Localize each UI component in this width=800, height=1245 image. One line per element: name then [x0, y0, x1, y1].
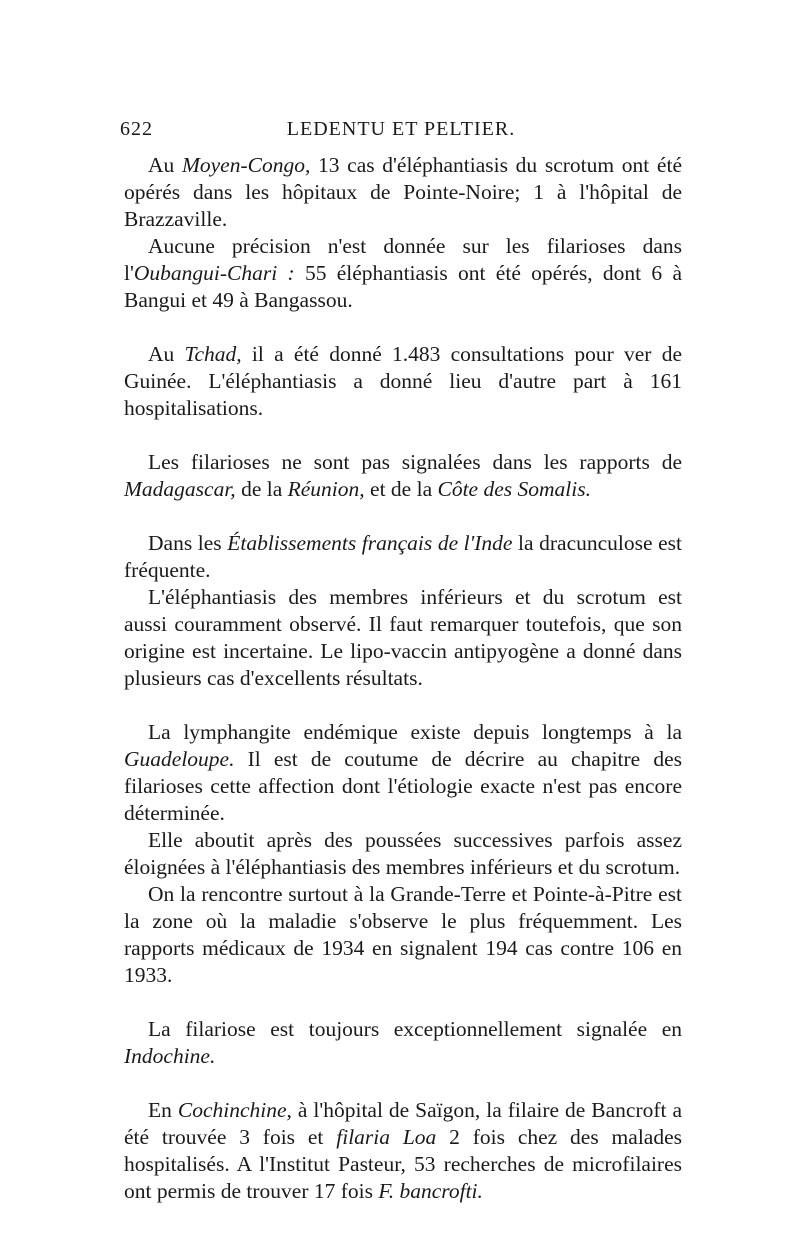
text-run: 2 fois chez des malades hospitalisés. A l'Institut Pasteur, 53 recherches de microfilaires ont permis de trouver 17 fois: [124, 1125, 682, 1203]
paragraph: [124, 584, 682, 692]
text-run: Au: [148, 153, 182, 177]
paragraph: [124, 1097, 682, 1205]
text-run: Elle aboutit après des poussées successives parfois assez éloignées à l'éléphantiasis des membres inférieurs et du scrotum.: [124, 828, 682, 879]
text-run: à l'hôpital de Saïgon, la filaire de Bancroft a été trouvée 3 fois et: [124, 1098, 682, 1149]
paragraph: [124, 233, 682, 314]
italic-text: filaria Loa: [336, 1125, 437, 1149]
paragraph: [124, 449, 682, 503]
paragraph: [124, 1016, 682, 1070]
italic-text: F. bancrofti.: [378, 1179, 483, 1203]
text-run: de la: [235, 477, 288, 501]
italic-text: Tchad,: [184, 342, 242, 366]
italic-text: Moyen-Congo,: [181, 153, 311, 177]
text-run: 13 cas d'éléphantiasis du scrotum ont été opérés dans les hôpitaux de Pointe-Noire; 1 à l'hôpital de Brazzaville.: [124, 153, 682, 231]
page-header: [120, 118, 682, 148]
text-run: La lymphangite endémique existe depuis longtemps à la: [148, 720, 682, 744]
paragraph: [124, 530, 682, 584]
italic-text: Côte des Somalis.: [437, 477, 591, 501]
italic-text: Oubangui-Chari :: [133, 261, 295, 285]
italic-text: Madagascar,: [124, 477, 236, 501]
page-number: 622: [120, 118, 153, 140]
text-run: On la rencontre surtout à la Grande-Terre et Pointe-à-Pitre est la zone où la maladie s'observe le plus fréquemment. Les rapports médicaux de 1934 en signalent 194 cas contre 106 en 1933.: [124, 882, 682, 987]
italic-text: Cochinchine,: [177, 1098, 292, 1122]
text-run: Dans les: [148, 531, 228, 555]
paragraph: [124, 152, 682, 233]
text-run: L'éléphantiasis des membres inférieurs et du scrotum est aussi couramment observé. Il faut remarquer toutefois, que son origine est incertaine. Le lipo-vaccin antipyogène a donné dans plusieurs cas d'excellents résultats.: [124, 585, 682, 690]
italic-text: Guadeloupe.: [124, 747, 235, 771]
text-run: Il est de coutume de décrire au chapitre des filarioses cette affection dont l'étiologie exacte n'est pas encore déterminée.: [124, 747, 682, 825]
text-run: 55 éléphantiasis ont été opérés, dont 6 à Bangui et 49 à Bangassou.: [124, 261, 683, 312]
italic-text: Réunion,: [287, 477, 365, 501]
italic-text: Indochine.: [124, 1044, 216, 1068]
text-run: et de la: [364, 477, 438, 501]
text-run: il a été donné 1.483 consultations pour ver de Guinée. L'éléphantiasis a donné lieu d'autre part à 161 hospitalisations.: [124, 342, 682, 420]
italic-text: Établissements français de l'Inde: [227, 531, 513, 555]
running-head: LEDENTU ET PELTIER.: [286, 118, 516, 140]
body-text: [124, 152, 682, 1205]
text-run: En: [148, 1098, 178, 1122]
paragraph: [124, 881, 682, 989]
text-run: Aucune précision n'est donnée sur les filarioses dans l': [124, 234, 682, 285]
paragraph: [124, 719, 682, 827]
paragraph: [124, 341, 682, 422]
text-run: Les filarioses ne sont pas signalées dans les rapports de: [148, 450, 682, 474]
paragraph: [124, 827, 682, 881]
text-run: Au: [148, 342, 185, 366]
text-run: La filariose est toujours exceptionnellement signalée en: [148, 1017, 682, 1041]
text-run: la dracunculose est fréquente.: [124, 531, 682, 582]
